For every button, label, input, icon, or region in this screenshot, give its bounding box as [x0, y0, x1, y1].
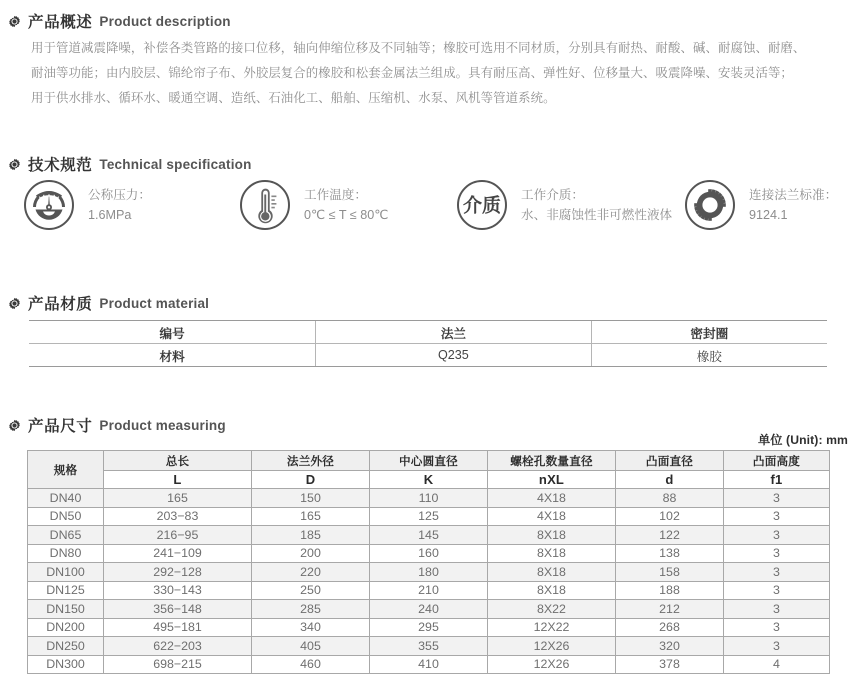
- measuring-cell: 320: [616, 637, 724, 656]
- table-header-row: [29, 321, 827, 344]
- measuring-cell: 200: [252, 544, 370, 563]
- measuring-cell-spec: DN80: [28, 544, 104, 563]
- section-title-cn: 产品材质: [28, 296, 93, 313]
- gear-bullet-icon: [8, 419, 21, 432]
- spec-text: [521, 185, 672, 225]
- spec-item-working-temperature: [238, 178, 455, 232]
- measuring-cell: 180: [370, 563, 488, 582]
- measuring-cell: 3: [724, 600, 830, 619]
- material-cell: 橡胶: [591, 344, 827, 367]
- measuring-header-symbol: f1: [724, 471, 830, 489]
- unit-note: 单位 (Unit): mm: [758, 433, 848, 447]
- material-header-cell: 密封圈: [591, 321, 827, 344]
- measuring-cell: 8X18: [488, 526, 616, 545]
- section-header-description: [8, 10, 231, 32]
- section-title-en: Technical specification: [99, 156, 252, 172]
- measuring-header-cn: 凸面直径: [616, 451, 724, 471]
- measuring-header-cn: 凸面高度: [724, 451, 830, 471]
- measuring-cell: 622−203: [104, 637, 252, 656]
- measuring-cell: 220: [252, 563, 370, 582]
- measuring-header-symbol: L: [104, 471, 252, 489]
- measuring-cell: 145: [370, 526, 488, 545]
- measuring-cell: 8X18: [488, 544, 616, 563]
- spec-text: [749, 185, 837, 225]
- section-title-en: Product description: [99, 13, 231, 29]
- measuring-cell: 216−95: [104, 526, 252, 545]
- measuring-cell: 8X18: [488, 563, 616, 582]
- measuring-cell: 12X22: [488, 618, 616, 637]
- section-title-en: Product measuring: [99, 417, 226, 433]
- section-title-cn: 技术规范: [28, 157, 93, 174]
- measuring-cell: 8X22: [488, 600, 616, 619]
- measuring-header-cn: 螺栓孔数量直径: [488, 451, 616, 471]
- measuring-cell: 160: [370, 544, 488, 563]
- section-title-en: Product material: [99, 295, 210, 311]
- measuring-cell: 3: [724, 489, 830, 508]
- section-header-technical: [8, 153, 252, 175]
- description-line: 用于管道减震降噪，补偿各类管路的接口位移，轴向伸缩位移及不同轴等；橡胶可选用不同材质，分别具有耐热、耐酸、碱、耐腐蚀、耐磨、: [31, 41, 806, 55]
- measuring-cell: 12X26: [488, 637, 616, 656]
- table-row: [28, 544, 830, 563]
- measuring-cell-spec: DN50: [28, 507, 104, 526]
- measuring-cell-spec: DN40: [28, 489, 104, 508]
- table-row: [28, 600, 830, 619]
- measuring-cell: 125: [370, 507, 488, 526]
- gear-bullet-icon: [8, 297, 21, 310]
- measuring-cell: 102: [616, 507, 724, 526]
- measuring-cell: 3: [724, 637, 830, 656]
- measuring-cell: 4X18: [488, 489, 616, 508]
- measuring-cell: 460: [252, 655, 370, 674]
- measuring-cell: 340: [252, 618, 370, 637]
- spec-label: 工作温度：: [304, 188, 367, 202]
- spec-value: 0℃ ≤ T ≤ 80℃: [304, 208, 389, 222]
- spec-text: [304, 185, 388, 225]
- measuring-cell: 3: [724, 563, 830, 582]
- measuring-cell: 410: [370, 655, 488, 674]
- measuring-cell: 88: [616, 489, 724, 508]
- table-header-row-symbols: [28, 471, 830, 489]
- material-table: [29, 320, 827, 367]
- measuring-cell: 3: [724, 544, 830, 563]
- measuring-table: [27, 450, 830, 674]
- thermometer-icon: [238, 178, 292, 232]
- measuring-cell: 212: [616, 600, 724, 619]
- measuring-cell: 405: [252, 637, 370, 656]
- measuring-cell: 285: [252, 600, 370, 619]
- measuring-cell: 241−109: [104, 544, 252, 563]
- measuring-cell: 356−148: [104, 600, 252, 619]
- section-title-cn: 产品概述: [28, 14, 93, 31]
- measuring-cell-spec: DN300: [28, 655, 104, 674]
- measuring-cell: 203−83: [104, 507, 252, 526]
- measuring-cell: 295: [370, 618, 488, 637]
- spec-value: 9124.1: [749, 208, 788, 222]
- measuring-cell: 150: [252, 489, 370, 508]
- spec-label: 连接法兰标准：: [749, 188, 838, 202]
- measuring-cell: 330−143: [104, 581, 252, 600]
- table-row: [28, 655, 830, 674]
- measuring-header-symbol: D: [252, 471, 370, 489]
- measuring-cell: 3: [724, 526, 830, 545]
- material-header-cell: 编号: [29, 321, 316, 344]
- measuring-cell: 698−215: [104, 655, 252, 674]
- measuring-cell-spec: DN125: [28, 581, 104, 600]
- measuring-cell: 158: [616, 563, 724, 582]
- description-line: 耐油等功能；由内胶层、锦纶帘子布、外胶层复合的橡胶和松套金属法兰组成。具有耐压高、弹性好、位移量大、吸震降噪、安装灵活等；: [31, 66, 793, 80]
- measuring-cell: 355: [370, 637, 488, 656]
- measuring-cell: 3: [724, 618, 830, 637]
- measuring-header-symbol: K: [370, 471, 488, 489]
- gear-bullet-icon: [8, 158, 21, 171]
- measuring-header-symbol: nXL: [488, 471, 616, 489]
- measuring-cell: 122: [616, 526, 724, 545]
- measuring-cell: 188: [616, 581, 724, 600]
- measuring-cell: 250: [252, 581, 370, 600]
- section-header-material: [8, 292, 209, 314]
- spec-value: 水、非腐蚀性非可燃性液体: [521, 208, 673, 222]
- technical-spec-list: [22, 178, 856, 232]
- table-row: [28, 563, 830, 582]
- table-row: [28, 618, 830, 637]
- section-title-cn: 产品尺寸: [28, 418, 93, 435]
- measuring-header-cn: 法兰外径: [252, 451, 370, 471]
- measuring-cell-spec: DN65: [28, 526, 104, 545]
- spec-item-nominal-pressure: [22, 178, 238, 232]
- measuring-header-spec: 规格: [28, 451, 104, 489]
- measuring-header-cn: 总长: [104, 451, 252, 471]
- section-header-measuring: [8, 414, 226, 436]
- measuring-table-body: [28, 489, 830, 674]
- material-cell: Q235: [316, 344, 591, 367]
- measuring-cell-spec: DN150: [28, 600, 104, 619]
- spec-label: 工作介质：: [521, 188, 584, 202]
- spec-value: 1.6MPa: [88, 208, 132, 222]
- material-row-label: 材料: [29, 344, 316, 367]
- measuring-cell: 240: [370, 600, 488, 619]
- measuring-header-symbol: d: [616, 471, 724, 489]
- medium-icon-text: 介质: [462, 195, 502, 217]
- spec-item-flange-standard: [683, 178, 853, 232]
- measuring-cell-spec: DN200: [28, 618, 104, 637]
- table-row: [28, 637, 830, 656]
- measuring-cell: 8X18: [488, 581, 616, 600]
- measuring-cell: 268: [616, 618, 724, 637]
- spec-item-working-medium: [455, 178, 683, 232]
- measuring-header-cn: 中心圆直径: [370, 451, 488, 471]
- description-line: 用于供水排水、循环水、暖通空调、造纸、石油化工、船舶、压缩机、水泵、风机等管道系统。: [31, 91, 556, 105]
- measuring-cell: 165: [252, 507, 370, 526]
- description-body: [31, 38, 849, 113]
- measuring-cell: 210: [370, 581, 488, 600]
- measuring-cell: 110: [370, 489, 488, 508]
- measuring-cell-spec: DN250: [28, 637, 104, 656]
- measuring-cell: 4: [724, 655, 830, 674]
- table-row: [28, 581, 830, 600]
- table-row: [29, 344, 827, 367]
- measuring-cell: 3: [724, 581, 830, 600]
- measuring-cell: 495−181: [104, 618, 252, 637]
- spec-text: [88, 185, 151, 225]
- material-header-cell: 法兰: [316, 321, 591, 344]
- medium-text-icon: [455, 178, 509, 232]
- gear-bullet-icon: [8, 15, 21, 28]
- measuring-cell: 378: [616, 655, 724, 674]
- pressure-gauge-icon: [22, 178, 76, 232]
- measuring-cell: 12X26: [488, 655, 616, 674]
- table-row: [28, 489, 830, 508]
- measuring-cell: 292−128: [104, 563, 252, 582]
- spec-label: 公称压力：: [88, 188, 151, 202]
- measuring-cell: 138: [616, 544, 724, 563]
- gear-icon: [683, 178, 737, 232]
- measuring-cell: 3: [724, 507, 830, 526]
- table-header-row-cn: [28, 451, 830, 471]
- measuring-cell: 4X18: [488, 507, 616, 526]
- table-row: [28, 507, 830, 526]
- measuring-cell: 165: [104, 489, 252, 508]
- measuring-cell-spec: DN100: [28, 563, 104, 582]
- measuring-cell: 185: [252, 526, 370, 545]
- table-row: [28, 526, 830, 545]
